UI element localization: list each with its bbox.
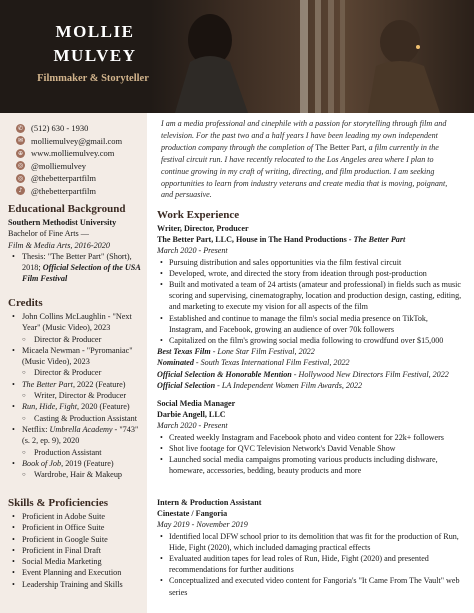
thesis-text: Thesis: "The Better Part" (Short), 2018; [22, 251, 132, 273]
credit-item [8, 379, 142, 390]
award-detail: - Lone Star Film Festival, 2022 [210, 347, 315, 357]
job-org [157, 234, 463, 245]
skill-item: • Proficient in Adobe Suite [8, 511, 142, 522]
thesis-award: Official Selection of the USA Film Festival [22, 263, 141, 284]
skill-item: • Proficient in Office Suite [8, 522, 142, 533]
header-photo [150, 0, 474, 113]
credit-detail: - "743" (s. 2, ep. 9), 2020 [22, 424, 139, 446]
job-entry [157, 398, 463, 476]
skills-section [8, 511, 142, 590]
job-bullets [157, 257, 463, 347]
education-heading: Educational Background [8, 203, 126, 215]
credit-title: John Collins McLaughlin - "Next Year" (Music Video), 2023 [22, 312, 132, 333]
candidate-role: Filmmaker & Storyteller [37, 73, 149, 84]
job-dates: March 2020 - Present [157, 246, 228, 256]
job-org [157, 409, 463, 420]
contact-instagram[interactable] [16, 160, 122, 173]
phone-icon: ✆ [17, 124, 24, 132]
job-bullet: • Shot live footage for QVC Television Network's David Venable Show [157, 443, 463, 454]
credit-item [8, 458, 142, 469]
summary-text: I am a media professional and cinephile with a passion for storytelling through film and television. For the past two and a half years I have been leading my own independent production company through the completion of [161, 119, 447, 152]
name-line-1: MOLLIE [55, 22, 135, 41]
credits-section [8, 311, 142, 480]
credit-role: ○ Production Assistant [8, 447, 142, 458]
job-org-name: Darbie Angell, LLC [157, 410, 226, 420]
job-dates: May 2019 - November 2019 [157, 520, 248, 530]
job-bullet: • Pursuing distribution and sales opportunities via the film festival circuit [157, 257, 463, 268]
award-item [157, 357, 463, 368]
job-bullets [157, 531, 463, 598]
job-bullet: • Established and continue to manage the film's social media presence on TikTok, Instagram, and Facebook, growing an audience of over 70k followers [157, 313, 463, 335]
contact-instagram-film[interactable] [16, 172, 122, 185]
credit-detail: , 2020 (Feature) [77, 402, 130, 412]
job-org [157, 508, 463, 519]
job-bullet: • Identified local DFW school prior to its demolition that was fit for the production of Run, Hide, Fight (2020), which included damaging practical effects [157, 531, 463, 553]
thesis-list [8, 251, 142, 285]
skills-list [8, 511, 142, 590]
job-org-name: Cinestate / Fangoria [157, 509, 228, 519]
job-entry [157, 497, 463, 598]
award-label: Official Selection & Honorable Mention [157, 369, 292, 379]
job-title: Writer, Director, Producer [157, 224, 249, 233]
job-org-project: The Better Part [353, 235, 406, 245]
award-detail: - LA Independent Women Film Awards, 2022 [215, 380, 363, 390]
candidate-name [40, 20, 150, 68]
credit-item [8, 401, 142, 412]
credit-item [8, 311, 142, 334]
award-detail: - South Texas International Film Festival, 2022 [193, 358, 350, 368]
job-org-name: The Better Part, LLC, House in The Hand Productions - [157, 235, 354, 245]
skill-item: • Social Media Marketing [8, 556, 142, 567]
award-label: Nominated [157, 358, 194, 368]
thesis-item [8, 251, 142, 285]
header [0, 0, 474, 113]
credit-detail: , 2019 (Feature) [61, 458, 114, 468]
credit-title: The Better Part [22, 379, 73, 389]
job-dates: March 2020 - Present [157, 421, 228, 431]
instagram-icon: ◎ [17, 174, 24, 182]
job-bullet: • Conceptualized and executed video content for Fangoria's "It Came From The Vault" web series [157, 575, 463, 597]
credit-detail: , 2022 (Feature) [72, 379, 126, 389]
name-line-2: MULVEY [53, 46, 137, 65]
award-item [157, 369, 463, 380]
award-item [157, 346, 463, 357]
skill-item: • Proficient in Final Draft [8, 545, 142, 556]
contact-text: molliemulvey@gmail.com [31, 135, 123, 146]
contact-text: www.molliemulvey.com [31, 148, 115, 159]
degree: Bachelor of Fine Arts — [8, 229, 89, 239]
instagram-icon: ◎ [17, 162, 24, 170]
contact-email[interactable] [16, 135, 122, 148]
summary [161, 118, 461, 201]
job-title: Intern & Production Assistant [157, 498, 262, 507]
sidebar [0, 113, 147, 613]
credit-role: ○ Writer, Director & Producer [8, 390, 142, 401]
skill-item: • Leadership Training and Skills [8, 579, 142, 590]
skill-item: • Event Planning and Execution [8, 567, 142, 578]
school-name: Southern Methodist University [8, 218, 117, 227]
job-bullet: • Evaluated audition tapes for lead roles of Run, Hide, Fight (2020) and presented recommendations for further auditions [157, 553, 463, 575]
credits-heading: Credits [8, 297, 43, 309]
job-bullet: • Developed, wrote, and directed the story from ideation through post-production [157, 268, 463, 279]
contact-text: @thebetterpartfilm [31, 185, 96, 196]
credit-title: Umbrella Academy [49, 424, 113, 434]
web-icon: ⊕ [17, 149, 24, 157]
award-label: Official Selection [157, 380, 216, 390]
job-entry [157, 223, 463, 391]
summary-film: The Better Part [315, 142, 365, 152]
credit-role: ○ Wardrobe, Hair & Makeup [8, 469, 142, 480]
work-heading: Work Experience [157, 209, 240, 221]
credit-role: ○ Director & Producer [8, 367, 142, 378]
skill-item: • Proficient in Google Suite [8, 534, 142, 545]
skills-heading: Skills & Proficiencies [8, 497, 109, 509]
tiktok-icon: ♪ [16, 186, 25, 195]
job-bullet: • Launched social media campaigns promoting various products including dishware, homeware, accessories, bedding, beauty products and more [157, 454, 463, 476]
job-bullet: • Built and motivated a team of 24 artists (amateur and professional) in fields such as music scoring and supervising, cinematography, location and production design, casting, editing, and marketing to execute my vision for all aspects of the film [157, 279, 463, 313]
contact-text: @molliemulvey [31, 160, 87, 171]
job-bullets [157, 432, 463, 477]
contact-text: @thebetterpartfilm [31, 173, 96, 184]
job-bullet: • Capitalized on the film's growing social media following to crowdfund over $15,000 [157, 335, 463, 346]
award-detail: - Hollywood New Directors Film Festival, 2022 [291, 369, 449, 379]
job-bullet: • Created weekly Instagram and Facebook photo and video content for 22k+ followers [157, 432, 463, 443]
credit-item [8, 424, 142, 447]
education-section [8, 217, 142, 285]
credit-title: Micaela Newman - "Pyromaniac" (Music Video), 2023 [22, 345, 133, 367]
credit-title: Book of Job [22, 458, 62, 468]
credit-role: ○ Casting & Production Assistant [8, 413, 142, 424]
award-label: Best Texas Film [157, 347, 211, 357]
credit-title: Run, Hide, Fight [22, 402, 78, 412]
job-title: Social Media Manager [157, 399, 236, 408]
contact-tiktok[interactable] [16, 185, 122, 198]
credits-list [8, 311, 142, 480]
contact-phone[interactable] [16, 122, 122, 135]
award-item [157, 380, 463, 391]
credit-role: ○ Director & Producer [8, 334, 142, 345]
contact-text: (512) 630 - 1930 [31, 123, 89, 134]
contact-website[interactable] [16, 147, 122, 160]
email-icon: ✉ [17, 137, 24, 145]
credit-item [8, 345, 142, 368]
summary-text-end: , a film currently in the festival circuit run. I have recently relocated to the Los Angeles area where I plan to continue growing in my craft of writing, directing, and film production. I am seeking opportunities to learn from industry veterans and create media that is moving, poignant, and persuasive. [161, 142, 448, 200]
major: Film & Media Arts, 2016-2020 [8, 240, 110, 250]
contact-list [16, 122, 122, 197]
credit-prefix: Netflix: [22, 424, 50, 434]
